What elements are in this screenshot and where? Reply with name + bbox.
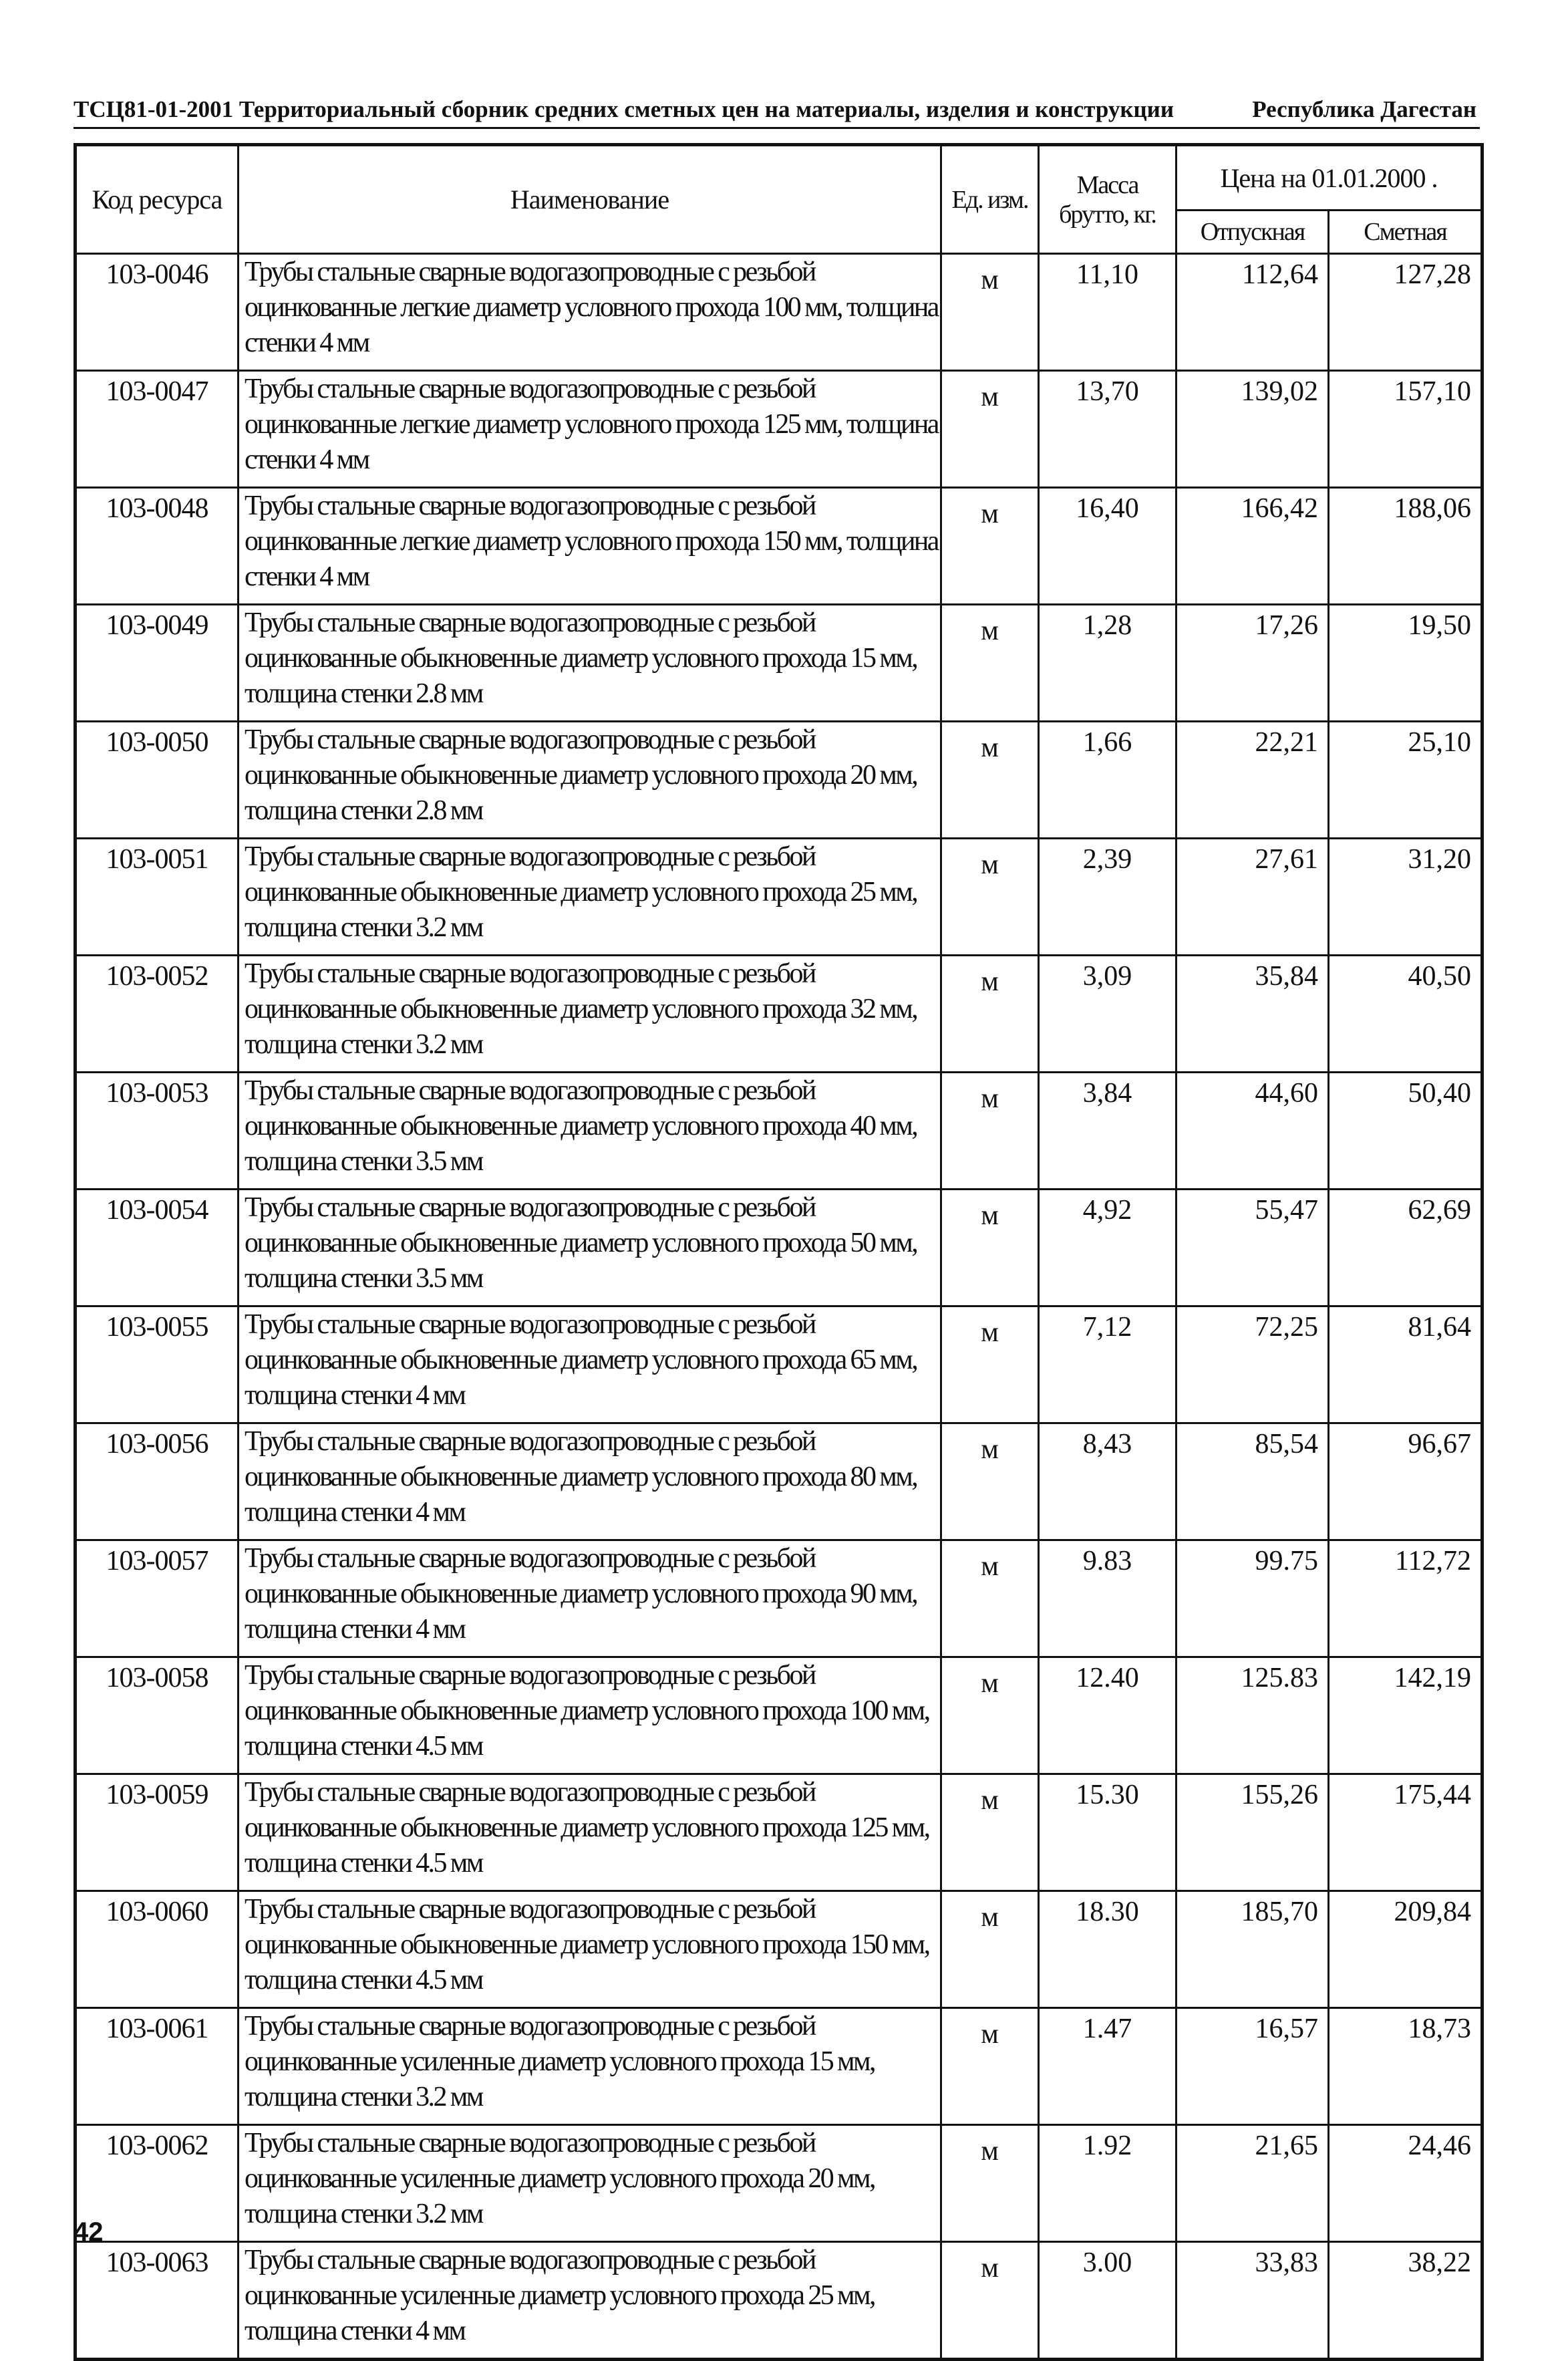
column-header-code: Код ресурса [75, 145, 239, 254]
table-row [75, 2125, 1482, 2242]
unit-cell: м [941, 605, 1039, 722]
resource-code-cell: 103-0056 [75, 1423, 239, 1540]
resource-code-cell: 103-0063 [75, 2242, 239, 2360]
estimate-price-cell: 19,50 [1329, 605, 1482, 722]
estimate-price-cell: 112,72 [1329, 1540, 1482, 1657]
resource-name-cell: Трубы стальные сварные водогазопроводные с резьбой оцинкованные обыкновенные диаметр условного прохода 80 мм, толщина стенки 4 мм [239, 1423, 941, 1540]
release-price-cell: 125.83 [1177, 1657, 1329, 1774]
release-price-cell: 33,83 [1177, 2242, 1329, 2360]
price-table [73, 143, 1484, 2361]
table-row [75, 1540, 1482, 1657]
unit-cell: м [941, 1073, 1039, 1190]
mass-cell: 1,28 [1039, 605, 1177, 722]
resource-name-cell: Трубы стальные сварные водогазопроводные с резьбой оцинкованные обыкновенные диаметр условного прохода 40 мм, толщина стенки 3.5 мм [239, 1073, 941, 1190]
unit-cell: м [941, 956, 1039, 1073]
estimate-price-cell: 209,84 [1329, 1891, 1482, 2008]
mass-cell: 8,43 [1039, 1423, 1177, 1540]
unit-cell: м [941, 371, 1039, 488]
unit-cell: м [941, 488, 1039, 605]
resource-name-cell: Трубы стальные сварные водогазопроводные с резьбой оцинкованные обыкновенные диаметр условного прохода 32 мм, толщина стенки 3.2 мм [239, 956, 941, 1073]
release-price-cell: 85,54 [1177, 1423, 1329, 1540]
table-row [75, 254, 1482, 371]
estimate-price-cell: 31,20 [1329, 839, 1482, 956]
resource-name-cell: Трубы стальные сварные водогазопроводные с резьбой оцинкованные обыкновенные диаметр условного прохода 65 мм, толщина стенки 4 мм [239, 1306, 941, 1423]
resource-name-cell: Трубы стальные сварные водогазопроводные с резьбой оцинкованные обыкновенные диаметр условного прохода 100 мм, толщина стенки 4.5 мм [239, 1657, 941, 1774]
header-divider [73, 127, 1480, 129]
mass-cell: 2,39 [1039, 839, 1177, 956]
release-price-cell: 17,26 [1177, 605, 1329, 722]
table-row [75, 1423, 1482, 1540]
estimate-price-cell: 40,50 [1329, 956, 1482, 1073]
mass-cell: 16,40 [1039, 488, 1177, 605]
resource-name-cell: Трубы стальные сварные водогазопроводные с резьбой оцинкованные усиленные диаметр условного прохода 25 мм, толщина стенки 4 мм [239, 2242, 941, 2360]
estimate-price-cell: 18,73 [1329, 2008, 1482, 2125]
table-row [75, 1657, 1482, 1774]
resource-name-cell: Трубы стальные сварные водогазопроводные с резьбой оцинкованные легкие диаметр условного прохода 100 мм, толщина стенки 4 мм [239, 254, 941, 371]
resource-name-cell: Трубы стальные сварные водогазопроводные с резьбой оцинкованные усиленные диаметр условного прохода 15 мм, толщина стенки 3.2 мм [239, 2008, 941, 2125]
table-row [75, 1073, 1482, 1190]
table-row [75, 605, 1482, 722]
resource-code-cell: 103-0062 [75, 2125, 239, 2242]
unit-cell: м [941, 1657, 1039, 1774]
mass-cell: 11,10 [1039, 254, 1177, 371]
table-row [75, 371, 1482, 488]
resource-code-cell: 103-0046 [75, 254, 239, 371]
table-row [75, 2008, 1482, 2125]
resource-code-cell: 103-0052 [75, 956, 239, 1073]
column-header-name: Наименование [239, 145, 941, 254]
unit-cell: м [941, 1891, 1039, 2008]
release-price-cell: 16,57 [1177, 2008, 1329, 2125]
unit-cell: м [941, 839, 1039, 956]
mass-cell: 7,12 [1039, 1306, 1177, 1423]
region-label: Республика Дагестан [1252, 96, 1476, 122]
unit-cell: м [941, 2008, 1039, 2125]
resource-name-cell: Трубы стальные сварные водогазопроводные с резьбой оцинкованные усиленные диаметр условного прохода 20 мм, толщина стенки 3.2 мм [239, 2125, 941, 2242]
resource-code-cell: 103-0049 [75, 605, 239, 722]
estimate-price-cell: 188,06 [1329, 488, 1482, 605]
unit-cell: м [941, 254, 1039, 371]
estimate-price-cell: 62,69 [1329, 1190, 1482, 1306]
resource-name-cell: Трубы стальные сварные водогазопроводные с резьбой оцинкованные обыкновенные диаметр условного прохода 15 мм, толщина стенки 2.8 мм [239, 605, 941, 722]
resource-code-cell: 103-0050 [75, 722, 239, 839]
table-header [75, 145, 1482, 254]
estimate-price-cell: 142,19 [1329, 1657, 1482, 1774]
mass-cell: 12.40 [1039, 1657, 1177, 1774]
release-price-cell: 139,02 [1177, 371, 1329, 488]
mass-cell: 1.47 [1039, 2008, 1177, 2125]
estimate-price-cell: 81,64 [1329, 1306, 1482, 1423]
estimate-price-cell: 127,28 [1329, 254, 1482, 371]
resource-name-cell: Трубы стальные сварные водогазопроводные с резьбой оцинкованные обыкновенные диаметр условного прохода 50 мм, толщина стенки 3.5 мм [239, 1190, 941, 1306]
mass-cell: 18.30 [1039, 1891, 1177, 2008]
estimate-price-cell: 25,10 [1329, 722, 1482, 839]
mass-cell: 1,66 [1039, 722, 1177, 839]
table-row [75, 839, 1482, 956]
table-row [75, 1891, 1482, 2008]
release-price-cell: 55,47 [1177, 1190, 1329, 1306]
mass-cell: 9.83 [1039, 1540, 1177, 1657]
estimate-price-cell: 24,46 [1329, 2125, 1482, 2242]
release-price-cell: 72,25 [1177, 1306, 1329, 1423]
column-header-release-price: Отпускная [1177, 211, 1329, 254]
resource-name-cell: Трубы стальные сварные водогазопроводные с резьбой оцинкованные легкие диаметр условного прохода 150 мм, толщина стенки 4 мм [239, 488, 941, 605]
release-price-cell: 99.75 [1177, 1540, 1329, 1657]
mass-cell: 4,92 [1039, 1190, 1177, 1306]
unit-cell: м [941, 1190, 1039, 1306]
release-price-cell: 44,60 [1177, 1073, 1329, 1190]
table-row [75, 722, 1482, 839]
estimate-price-cell: 96,67 [1329, 1423, 1482, 1540]
release-price-cell: 185,70 [1177, 1891, 1329, 2008]
resource-code-cell: 103-0053 [75, 1073, 239, 1190]
resource-name-cell: Трубы стальные сварные водогазопроводные с резьбой оцинкованные легкие диаметр условного прохода 125 мм, толщина стенки 4 мм [239, 371, 941, 488]
resource-code-cell: 103-0057 [75, 1540, 239, 1657]
resource-code-cell: 103-0061 [75, 2008, 239, 2125]
mass-cell: 13,70 [1039, 371, 1177, 488]
column-header-unit: Ед. изм. [941, 145, 1039, 254]
estimate-price-cell: 50,40 [1329, 1073, 1482, 1190]
resource-code-cell: 103-0047 [75, 371, 239, 488]
resource-code-cell: 103-0054 [75, 1190, 239, 1306]
mass-cell: 15.30 [1039, 1774, 1177, 1891]
unit-cell: м [941, 722, 1039, 839]
resource-code-cell: 103-0058 [75, 1657, 239, 1774]
release-price-cell: 22,21 [1177, 722, 1329, 839]
release-price-cell: 155,26 [1177, 1774, 1329, 1891]
resource-code-cell: 103-0048 [75, 488, 239, 605]
release-price-cell: 112,64 [1177, 254, 1329, 371]
unit-cell: м [941, 1423, 1039, 1540]
table-row [75, 1190, 1482, 1306]
estimate-price-cell: 157,10 [1329, 371, 1482, 488]
resource-code-cell: 103-0051 [75, 839, 239, 956]
table-row [75, 1306, 1482, 1423]
resource-name-cell: Трубы стальные сварные водогазопроводные с резьбой оцинкованные обыкновенные диаметр условного прохода 20 мм, толщина стенки 2.8 мм [239, 722, 941, 839]
unit-cell: м [941, 1306, 1039, 1423]
page-header [73, 86, 1476, 123]
table-row [75, 488, 1482, 605]
collection-title: ТСЦ81-01-2001 Территориальный сборник средних сметных цен на материалы, изделия и конструкции [73, 96, 1174, 122]
resource-name-cell: Трубы стальные сварные водогазопроводные с резьбой оцинкованные обыкновенные диаметр условного прохода 90 мм, толщина стенки 4 мм [239, 1540, 941, 1657]
table-body [75, 254, 1482, 2360]
table-row [75, 1774, 1482, 1891]
unit-cell: м [941, 1540, 1039, 1657]
page-number: 42 [73, 2217, 104, 2247]
unit-cell: м [941, 2242, 1039, 2360]
release-price-cell: 35,84 [1177, 956, 1329, 1073]
mass-cell: 3,09 [1039, 956, 1177, 1073]
column-header-estimate-price: Сметная [1329, 211, 1482, 254]
release-price-cell: 166,42 [1177, 488, 1329, 605]
resource-code-cell: 103-0060 [75, 1891, 239, 2008]
release-price-cell: 21,65 [1177, 2125, 1329, 2242]
estimate-price-cell: 175,44 [1329, 1774, 1482, 1891]
mass-cell: 1.92 [1039, 2125, 1177, 2242]
mass-cell: 3.00 [1039, 2242, 1177, 2360]
mass-cell: 3,84 [1039, 1073, 1177, 1190]
release-price-cell: 27,61 [1177, 839, 1329, 956]
resource-code-cell: 103-0055 [75, 1306, 239, 1423]
resource-name-cell: Трубы стальные сварные водогазопроводные с резьбой оцинкованные обыкновенные диаметр условного прохода 25 мм, толщина стенки 3.2 мм [239, 839, 941, 956]
resource-name-cell: Трубы стальные сварные водогазопроводные с резьбой оцинкованные обыкновенные диаметр условного прохода 150 мм, толщина стенки 4.5 мм [239, 1891, 941, 2008]
resource-name-cell: Трубы стальные сварные водогазопроводные с резьбой оцинкованные обыкновенные диаметр условного прохода 125 мм, толщина стенки 4.5 мм [239, 1774, 941, 1891]
table-row [75, 956, 1482, 1073]
resource-code-cell: 103-0059 [75, 1774, 239, 1891]
column-header-mass: Масса брутто, кг. [1039, 145, 1177, 254]
table-row [75, 2242, 1482, 2360]
estimate-price-cell: 38,22 [1329, 2242, 1482, 2360]
column-header-price-group: Цена на 01.01.2000 . [1177, 145, 1482, 211]
unit-cell: м [941, 1774, 1039, 1891]
unit-cell: м [941, 2125, 1039, 2242]
